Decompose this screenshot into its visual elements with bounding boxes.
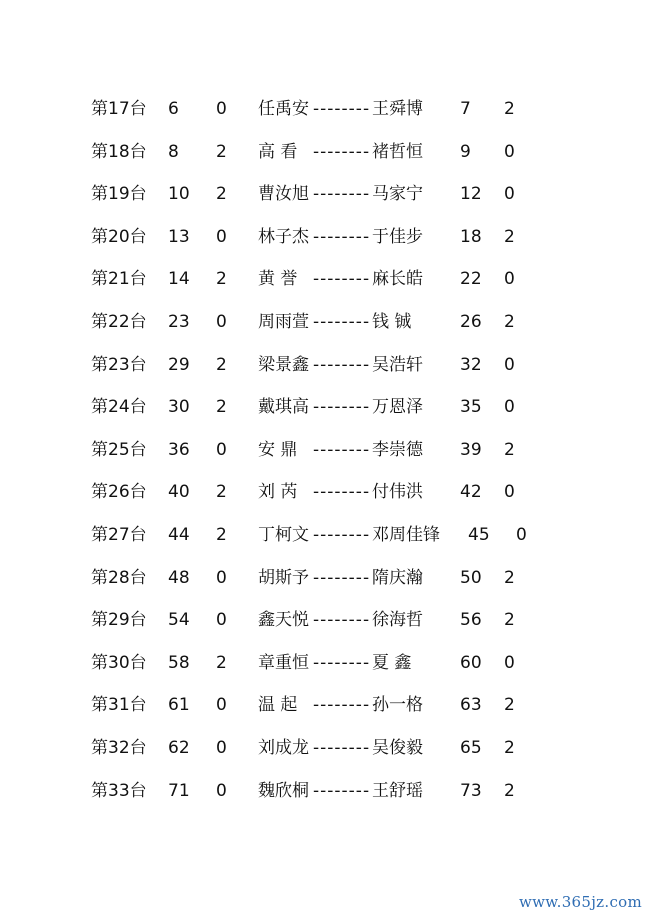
player-b-name: 孙一格 — [372, 695, 423, 716]
vs-separator: -------- — [313, 311, 371, 332]
player-a-score: 0 — [216, 99, 227, 119]
player-a-score: 2 — [216, 269, 227, 290]
player-a-number: 29 — [168, 354, 190, 375]
player-a-name: 章重恒 — [258, 652, 309, 673]
board-label: 第25台 — [91, 439, 147, 460]
player-a-name: 刘 芮 — [258, 482, 298, 503]
player-b-name: 李崇德 — [372, 439, 423, 460]
player-a-name: 鑫天悦 — [258, 610, 309, 631]
player-a-name: 安 鼎 — [258, 439, 298, 460]
player-a-name: 任禹安 — [258, 99, 309, 119]
board-label: 第22台 — [91, 311, 147, 332]
player-b-score: 2 — [504, 567, 515, 588]
board-label: 第28台 — [91, 567, 147, 588]
board-label: 第18台 — [91, 141, 147, 162]
player-b-score: 0 — [504, 269, 515, 290]
vs-separator: -------- — [313, 482, 371, 503]
player-b-number: 39 — [460, 439, 482, 460]
vs-separator: -------- — [313, 567, 371, 588]
board-label: 第21台 — [91, 269, 147, 290]
player-a-score: 2 — [216, 524, 227, 545]
vs-separator: -------- — [313, 226, 371, 247]
player-b-name: 钱 铖 — [372, 311, 412, 332]
player-a-name: 高 看 — [258, 141, 298, 162]
player-a-number: 23 — [168, 311, 190, 332]
player-a-score: 0 — [216, 439, 227, 460]
player-a-name: 刘成龙 — [258, 737, 309, 758]
board-label: 第20台 — [91, 226, 147, 247]
player-a-score: 0 — [216, 610, 227, 631]
player-a-name: 胡斯予 — [258, 567, 309, 588]
player-b-number: 35 — [460, 397, 482, 418]
player-b-name: 吴浩轩 — [372, 354, 423, 375]
player-a-number: 58 — [168, 652, 190, 673]
player-b-number: 9 — [460, 141, 471, 162]
player-a-score: 0 — [216, 737, 227, 758]
player-b-name: 吴俊毅 — [372, 737, 423, 758]
player-a-score: 2 — [216, 184, 227, 205]
player-a-name: 温 起 — [258, 695, 298, 716]
vs-separator: -------- — [313, 610, 371, 631]
vs-separator: -------- — [313, 695, 371, 716]
player-b-score: 2 — [504, 695, 515, 716]
player-a-score: 2 — [216, 652, 227, 673]
player-b-score: 2 — [504, 439, 515, 460]
pairing-row — [0, 770, 650, 813]
player-b-score: 0 — [504, 354, 515, 375]
player-b-score: 2 — [504, 311, 515, 332]
pairing-row — [0, 727, 650, 770]
player-b-score: 0 — [504, 397, 515, 418]
player-b-number: 56 — [460, 610, 482, 631]
player-b-score: 2 — [504, 780, 515, 801]
player-b-number: 7 — [460, 99, 471, 119]
player-b-number: 73 — [460, 780, 482, 801]
player-b-name: 王舜博 — [372, 99, 423, 119]
player-b-score: 2 — [504, 610, 515, 631]
board-label: 第23台 — [91, 354, 147, 375]
watermark-text: www.365jz.com — [518, 893, 642, 911]
vs-separator: -------- — [313, 269, 371, 290]
vs-separator: -------- — [313, 439, 371, 460]
player-b-number: 26 — [460, 311, 482, 332]
player-a-number: 30 — [168, 397, 190, 418]
player-b-score: 0 — [504, 141, 515, 162]
player-a-number: 54 — [168, 610, 190, 631]
board-label: 第29台 — [91, 610, 147, 631]
player-b-score: 0 — [504, 482, 515, 503]
player-b-score: 2 — [504, 99, 515, 119]
player-b-number: 65 — [460, 737, 482, 758]
pairing-row — [0, 599, 650, 642]
board-label: 第27台 — [91, 524, 147, 545]
player-a-name: 丁柯文 — [258, 524, 309, 545]
player-a-name: 黄 誉 — [258, 269, 298, 290]
board-label: 第31台 — [91, 695, 147, 716]
player-a-score: 2 — [216, 141, 227, 162]
player-a-score: 0 — [216, 567, 227, 588]
player-b-number: 42 — [460, 482, 482, 503]
player-a-name: 林子杰 — [258, 226, 309, 247]
board-label: 第33台 — [91, 780, 147, 801]
player-b-name: 王舒瑶 — [372, 780, 423, 801]
pairings-list — [0, 88, 650, 812]
player-b-number: 60 — [460, 652, 482, 673]
player-a-number: 6 — [168, 99, 179, 119]
player-a-score: 0 — [216, 311, 227, 332]
vs-separator: -------- — [313, 737, 371, 758]
player-a-number: 8 — [168, 141, 179, 162]
vs-separator: -------- — [313, 397, 371, 418]
player-b-score: 0 — [504, 652, 515, 673]
pairing-row — [0, 557, 650, 600]
player-b-score: 0 — [516, 524, 527, 545]
player-a-number: 13 — [168, 226, 190, 247]
player-a-number: 61 — [168, 695, 190, 716]
player-b-score: 0 — [504, 184, 515, 205]
player-b-name: 徐海哲 — [372, 610, 423, 631]
pairing-row — [0, 386, 650, 429]
pairing-row — [0, 642, 650, 685]
pairing-row — [0, 429, 650, 472]
board-label: 第26台 — [91, 482, 147, 503]
player-b-name: 麻长皓 — [372, 269, 423, 290]
pairing-row — [0, 684, 650, 727]
player-b-number: 22 — [460, 269, 482, 290]
player-b-number: 12 — [460, 184, 482, 205]
board-label: 第32台 — [91, 737, 147, 758]
player-a-score: 0 — [216, 780, 227, 801]
board-label: 第24台 — [91, 397, 147, 418]
player-b-number: 63 — [460, 695, 482, 716]
player-b-name: 邓周佳锋 — [372, 524, 440, 545]
pairing-row — [0, 216, 650, 259]
player-b-name: 褚哲恒 — [372, 141, 423, 162]
player-a-score: 2 — [216, 354, 227, 375]
player-a-number: 71 — [168, 780, 190, 801]
vs-separator: -------- — [313, 524, 371, 545]
player-a-number: 36 — [168, 439, 190, 460]
player-a-score: 2 — [216, 482, 227, 503]
player-a-name: 梁景鑫 — [258, 354, 309, 375]
pairing-row — [0, 471, 650, 514]
player-b-name: 万恩泽 — [372, 397, 423, 418]
player-b-number: 32 — [460, 354, 482, 375]
board-label: 第19台 — [91, 184, 147, 205]
vs-separator: -------- — [313, 184, 371, 205]
vs-separator: -------- — [313, 99, 371, 119]
player-a-number: 14 — [168, 269, 190, 290]
player-a-name: 戴琪高 — [258, 397, 309, 418]
player-b-number: 45 — [468, 524, 490, 545]
player-a-score: 0 — [216, 695, 227, 716]
board-label: 第17台 — [91, 99, 147, 119]
vs-separator: -------- — [313, 780, 371, 801]
player-a-name: 魏欣桐 — [258, 780, 309, 801]
pairing-row — [0, 301, 650, 344]
pairing-row — [0, 258, 650, 301]
vs-separator: -------- — [313, 141, 371, 162]
player-a-name: 曹汝旭 — [258, 184, 309, 205]
player-a-number: 48 — [168, 567, 190, 588]
player-b-score: 2 — [504, 226, 515, 247]
player-b-number: 18 — [460, 226, 482, 247]
player-a-score: 0 — [216, 226, 227, 247]
board-label: 第30台 — [91, 652, 147, 673]
player-b-score: 2 — [504, 737, 515, 758]
vs-separator: -------- — [313, 354, 371, 375]
player-a-number: 10 — [168, 184, 190, 205]
pairing-row — [0, 514, 650, 557]
pairing-row — [0, 173, 650, 216]
player-b-number: 50 — [460, 567, 482, 588]
player-b-name: 夏 鑫 — [372, 652, 412, 673]
player-a-name: 周雨萱 — [258, 311, 309, 332]
player-a-number: 40 — [168, 482, 190, 503]
pairing-row — [0, 88, 650, 131]
vs-separator: -------- — [313, 652, 371, 673]
pairing-row — [0, 344, 650, 387]
pairing-row — [0, 131, 650, 174]
player-b-name: 马家宁 — [372, 184, 423, 205]
player-a-number: 44 — [168, 524, 190, 545]
player-b-name: 付伟洪 — [372, 482, 423, 503]
player-b-name: 于佳步 — [372, 226, 423, 247]
player-b-name: 隋庆瀚 — [372, 567, 423, 588]
player-a-number: 62 — [168, 737, 190, 758]
player-a-score: 2 — [216, 397, 227, 418]
